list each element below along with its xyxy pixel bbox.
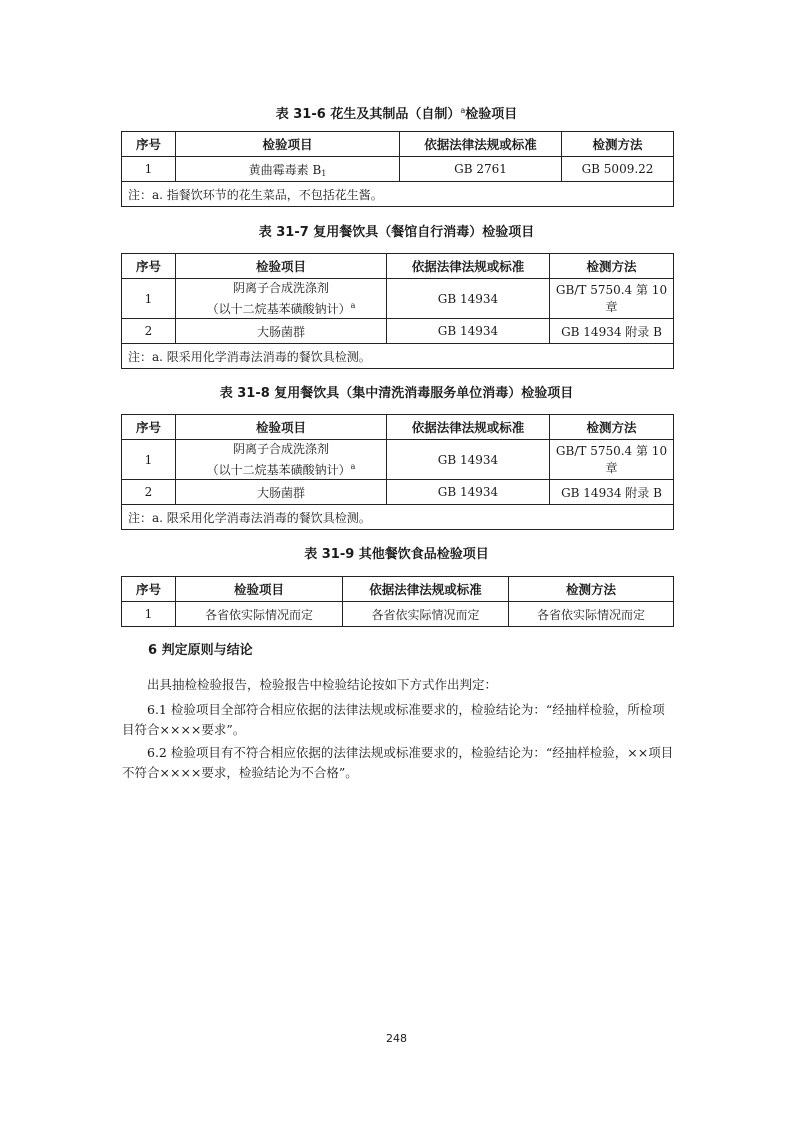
header-item: 检验项目 — [176, 132, 400, 157]
row-item: 黄曲霉毒素 $B_1$ — [176, 157, 400, 182]
row-method: GB/T 5750.4 第 10 章 — [550, 440, 674, 480]
table-31-8 — [121, 414, 674, 530]
header-standard: 依据法律法规或标准 — [343, 577, 509, 602]
header-method: 检测方法 — [550, 415, 674, 440]
row-standard: GB 14934 — [387, 480, 550, 505]
table-header-row — [122, 254, 674, 279]
header-method: 检测方法 — [550, 254, 674, 279]
table-31-7 — [121, 253, 674, 369]
table-note: 注：a. 指餐饮环节的花生菜品，不包括花生酱。 — [122, 182, 674, 207]
table-31-6-caption: 表 31-6 花生及其制品（自制）$^a$检验项目 — [275, 106, 518, 122]
row-standard: GB 14934 — [387, 440, 550, 480]
table-31-8-caption: 表 31-8 复用餐饮具（集中清洗消毒服务单位消毒）检验项目 — [219, 386, 574, 401]
header-item: 检验项目 — [176, 254, 387, 279]
row-item: 大肠菌群 — [176, 319, 387, 344]
header-method: 检测方法 — [509, 577, 674, 602]
row-standard: GB 14934 — [387, 279, 550, 319]
row-no: 1 — [122, 602, 176, 627]
table-31-9 — [121, 576, 674, 627]
header-no: 序号 — [122, 254, 176, 279]
header-item: 检验项目 — [176, 415, 387, 440]
header-no: 序号 — [122, 577, 176, 602]
header-standard: 依据法律法规或标准 — [387, 254, 550, 279]
table-row — [122, 157, 674, 182]
row-method: 各省依实际情况而定 — [509, 602, 674, 627]
table-31-9-caption: 表 31-9 其他餐饮食品检验项目 — [304, 547, 489, 562]
table-note-row — [122, 505, 674, 530]
row-item: 各省依实际情况而定 — [176, 602, 343, 627]
row-method: GB 14934 附录 B — [550, 480, 674, 505]
row-item: 阴离子合成洗涤剂 （以十二烷基苯磺酸钠计）$^a$ — [176, 440, 387, 480]
row-standard: GB 2761 — [400, 157, 562, 182]
table-row — [122, 279, 674, 319]
table-row — [122, 480, 674, 505]
paragraph-6-1: 6.1 检验项目全部符合相应依据的法律法规或标准要求的，检验结论为：“经抽样检验，所检项目符合××××要求”。 — [122, 702, 665, 737]
row-no: 1 — [122, 440, 176, 480]
table-note-row — [122, 182, 674, 207]
row-method: GB 5009.22 — [562, 157, 674, 182]
table-31-6 — [121, 131, 674, 207]
table-note: 注：a. 限采用化学消毒法消毒的餐饮具检测。 — [122, 505, 674, 530]
row-standard: 各省依实际情况而定 — [343, 602, 509, 627]
table-row — [122, 319, 674, 344]
section-heading: 6 判定原则与结论 — [148, 643, 253, 658]
row-method: GB/T 5750.4 第 10 章 — [550, 279, 674, 319]
paragraph-intro: 出具抽检检验报告，检验报告中检验结论按如下方式作出判定： — [147, 677, 498, 692]
table-header-row — [122, 415, 674, 440]
header-no: 序号 — [122, 132, 176, 157]
header-method: 检测方法 — [562, 132, 674, 157]
table-note-row — [122, 344, 674, 369]
paragraph-6-2: 6.2 检验项目有不符合相应依据的法律法规或标准要求的，检验结论为：“经抽样检验，××项目不符合××××要求，检验结论为不合格”。 — [122, 745, 674, 780]
header-standard: 依据法律法规或标准 — [400, 132, 562, 157]
row-method: GB 14934 附录 B — [550, 319, 674, 344]
table-header-row — [122, 132, 674, 157]
header-item: 检验项目 — [176, 577, 343, 602]
table-row — [122, 440, 674, 480]
row-item: 阴离子合成洗涤剂 （以十二烷基苯磺酸钠计）$^a$ — [176, 279, 387, 319]
row-no: 2 — [122, 319, 176, 344]
row-no: 2 — [122, 480, 176, 505]
table-note: 注：a. 限采用化学消毒法消毒的餐饮具检测。 — [122, 344, 674, 369]
table-31-7-caption: 表 31-7 复用餐饮具（餐馆自行消毒）检验项目 — [258, 225, 535, 240]
page-number: 248 — [386, 1032, 407, 1045]
table-row — [122, 602, 674, 627]
header-no: 序号 — [122, 415, 176, 440]
table-header-row — [122, 577, 674, 602]
row-no: 1 — [122, 279, 176, 319]
row-item: 大肠菌群 — [176, 480, 387, 505]
row-no: 1 — [122, 157, 176, 182]
header-standard: 依据法律法规或标准 — [387, 415, 550, 440]
row-standard: GB 14934 — [387, 319, 550, 344]
